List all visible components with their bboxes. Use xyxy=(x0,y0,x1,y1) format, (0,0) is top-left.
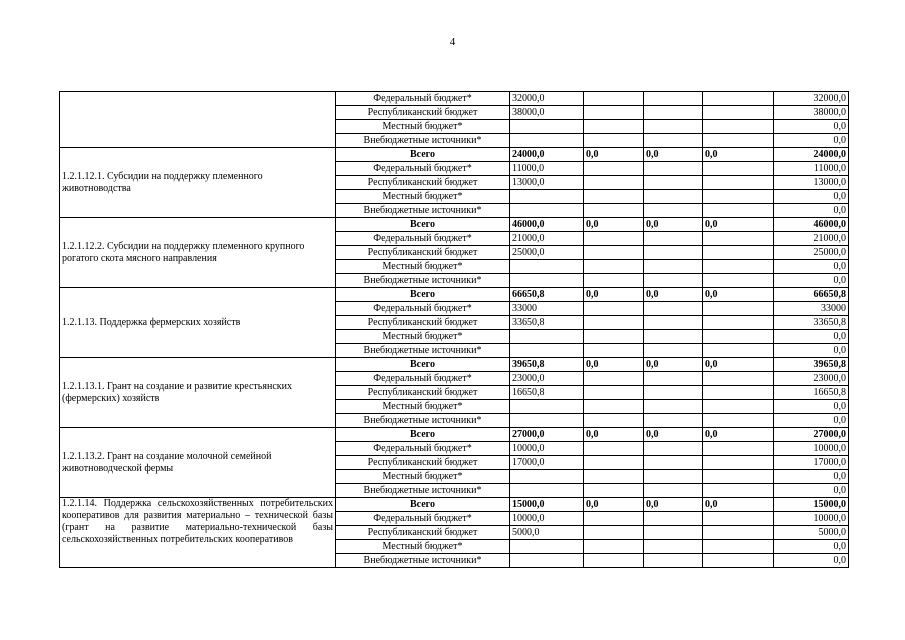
value-cell xyxy=(703,344,774,358)
source-cell: Всего xyxy=(336,148,510,162)
value-cell xyxy=(644,470,703,484)
total-value-cell: 13000,0 xyxy=(774,176,849,190)
total-value-cell: 0,0 xyxy=(774,274,849,288)
value-cell xyxy=(584,204,644,218)
total-value-cell: 33000 xyxy=(774,302,849,316)
value-cell xyxy=(703,512,774,526)
value-cell xyxy=(703,92,774,106)
source-cell: Республиканский бюджет xyxy=(336,316,510,330)
value-cell xyxy=(584,92,644,106)
value-cell xyxy=(703,526,774,540)
value-cell xyxy=(644,400,703,414)
source-cell: Внебюджетные источники* xyxy=(336,204,510,218)
value-cell: 11000,0 xyxy=(510,162,584,176)
total-value-cell: 0,0 xyxy=(774,190,849,204)
item-name-cell: 1.2.1.13. Поддержка фермерских хозяйств xyxy=(60,288,336,358)
source-cell: Федеральный бюджет* xyxy=(336,512,510,526)
value-cell xyxy=(584,456,644,470)
value-cell xyxy=(703,302,774,316)
total-value-cell: 15000,0 xyxy=(774,498,849,512)
value-cell: 10000,0 xyxy=(510,442,584,456)
value-cell xyxy=(703,470,774,484)
source-cell: Федеральный бюджет* xyxy=(336,162,510,176)
value-cell xyxy=(703,274,774,288)
value-cell xyxy=(644,456,703,470)
value-cell: 24000,0 xyxy=(510,148,584,162)
item-name-cell: 1.2.1.14. Поддержка сельскохозяйственных потребительских кооперативов для развития материально – технической базы (грант на развитие материально-технической базы сельскохозяйственных потребительских кооперативов xyxy=(60,498,336,568)
total-value-cell: 0,0 xyxy=(774,134,849,148)
value-cell xyxy=(644,274,703,288)
value-cell xyxy=(644,330,703,344)
source-cell: Внебюджетные источники* xyxy=(336,274,510,288)
source-cell: Федеральный бюджет* xyxy=(336,372,510,386)
total-value-cell: 0,0 xyxy=(774,414,849,428)
value-cell: 10000,0 xyxy=(510,512,584,526)
total-row xyxy=(60,288,849,302)
value-cell xyxy=(584,512,644,526)
source-cell: Республиканский бюджет xyxy=(336,456,510,470)
value-cell: 0,0 xyxy=(703,288,774,302)
total-value-cell: 39650,8 xyxy=(774,358,849,372)
value-cell xyxy=(644,134,703,148)
value-cell: 0,0 xyxy=(703,358,774,372)
value-cell: 17000,0 xyxy=(510,456,584,470)
source-cell: Местный бюджет* xyxy=(336,400,510,414)
total-value-cell: 0,0 xyxy=(774,260,849,274)
value-cell: 0,0 xyxy=(644,498,703,512)
value-cell xyxy=(584,400,644,414)
total-value-cell: 11000,0 xyxy=(774,162,849,176)
budget-table-body xyxy=(60,92,849,568)
value-cell: 0,0 xyxy=(703,218,774,232)
total-value-cell: 10000,0 xyxy=(774,512,849,526)
source-cell: Федеральный бюджет* xyxy=(336,232,510,246)
source-cell: Внебюджетные источники* xyxy=(336,414,510,428)
value-cell xyxy=(584,372,644,386)
source-cell: Федеральный бюджет* xyxy=(336,442,510,456)
total-value-cell: 16650,8 xyxy=(774,386,849,400)
total-value-cell: 21000,0 xyxy=(774,232,849,246)
value-cell xyxy=(644,512,703,526)
source-cell: Всего xyxy=(336,498,510,512)
value-cell xyxy=(584,470,644,484)
total-value-cell: 24000,0 xyxy=(774,148,849,162)
total-value-cell: 0,0 xyxy=(774,540,849,554)
value-cell: 0,0 xyxy=(584,428,644,442)
value-cell xyxy=(644,176,703,190)
value-cell xyxy=(703,442,774,456)
source-cell: Всего xyxy=(336,358,510,372)
value-cell: 0,0 xyxy=(584,288,644,302)
value-cell xyxy=(510,274,584,288)
item-name-cell: 1.2.1.13.2. Грант на создание молочной семейной животноводческой фермы xyxy=(60,428,336,498)
total-value-cell: 0,0 xyxy=(774,204,849,218)
value-cell xyxy=(584,330,644,344)
value-cell xyxy=(644,344,703,358)
value-cell xyxy=(584,274,644,288)
value-cell xyxy=(510,400,584,414)
value-cell xyxy=(510,134,584,148)
value-cell xyxy=(644,554,703,568)
value-cell: 25000,0 xyxy=(510,246,584,260)
value-cell: 13000,0 xyxy=(510,176,584,190)
total-value-cell: 0,0 xyxy=(774,120,849,134)
total-value-cell: 46000,0 xyxy=(774,218,849,232)
value-cell xyxy=(644,204,703,218)
value-cell: 32000,0 xyxy=(510,92,584,106)
value-cell xyxy=(510,120,584,134)
value-cell: 0,0 xyxy=(584,498,644,512)
value-cell xyxy=(584,554,644,568)
total-row xyxy=(60,358,849,372)
value-cell xyxy=(510,540,584,554)
value-cell: 39650,8 xyxy=(510,358,584,372)
value-cell xyxy=(584,526,644,540)
value-cell: 27000,0 xyxy=(510,428,584,442)
value-cell: 46000,0 xyxy=(510,218,584,232)
value-cell xyxy=(584,232,644,246)
value-cell: 16650,8 xyxy=(510,386,584,400)
total-value-cell: 0,0 xyxy=(774,554,849,568)
value-cell xyxy=(584,442,644,456)
value-cell: 33000 xyxy=(510,302,584,316)
total-value-cell: 23000,0 xyxy=(774,372,849,386)
source-cell: Федеральный бюджет* xyxy=(336,302,510,316)
source-cell: Республиканский бюджет xyxy=(336,386,510,400)
value-cell xyxy=(703,316,774,330)
value-cell xyxy=(703,414,774,428)
item-name-cell: 1.2.1.13.1. Грант на создание и развитие крестьянских (фермерских) хозяйств xyxy=(60,358,336,428)
value-cell xyxy=(644,526,703,540)
value-cell xyxy=(584,316,644,330)
value-cell: 0,0 xyxy=(644,218,703,232)
value-cell xyxy=(644,190,703,204)
page-number: 4 xyxy=(449,36,456,48)
source-cell: Федеральный бюджет* xyxy=(336,92,510,106)
value-cell: 38000,0 xyxy=(510,106,584,120)
value-cell xyxy=(644,442,703,456)
value-cell xyxy=(703,176,774,190)
total-value-cell: 25000,0 xyxy=(774,246,849,260)
value-cell xyxy=(584,260,644,274)
value-cell xyxy=(644,484,703,498)
value-cell xyxy=(510,204,584,218)
source-cell: Внебюджетные источники* xyxy=(336,484,510,498)
value-cell xyxy=(644,106,703,120)
total-value-cell: 10000,0 xyxy=(774,442,849,456)
value-cell: 23000,0 xyxy=(510,372,584,386)
total-value-cell: 5000,0 xyxy=(774,526,849,540)
value-cell: 0,0 xyxy=(644,428,703,442)
budget-table xyxy=(59,91,849,568)
value-cell xyxy=(703,190,774,204)
total-value-cell: 33650,8 xyxy=(774,316,849,330)
source-cell: Местный бюджет* xyxy=(336,540,510,554)
item-name-cell xyxy=(60,92,336,148)
value-cell xyxy=(703,246,774,260)
value-cell xyxy=(703,554,774,568)
value-cell xyxy=(703,456,774,470)
value-cell xyxy=(703,400,774,414)
item-name-cell: 1.2.1.12.1. Субсидии на поддержку племенного животноводства xyxy=(60,148,336,218)
value-cell xyxy=(644,302,703,316)
value-cell xyxy=(510,330,584,344)
total-row xyxy=(60,498,849,512)
value-cell xyxy=(703,330,774,344)
value-cell xyxy=(703,120,774,134)
value-cell xyxy=(584,302,644,316)
value-cell xyxy=(584,484,644,498)
value-cell xyxy=(644,386,703,400)
total-value-cell: 0,0 xyxy=(774,330,849,344)
value-cell xyxy=(584,414,644,428)
value-cell xyxy=(584,246,644,260)
source-cell: Местный бюджет* xyxy=(336,190,510,204)
total-row xyxy=(60,428,849,442)
source-cell: Местный бюджет* xyxy=(336,330,510,344)
source-cell: Местный бюджет* xyxy=(336,120,510,134)
value-cell xyxy=(584,134,644,148)
total-value-cell: 0,0 xyxy=(774,400,849,414)
value-cell xyxy=(644,92,703,106)
value-cell xyxy=(510,414,584,428)
value-cell xyxy=(703,484,774,498)
value-cell: 33650,8 xyxy=(510,316,584,330)
source-cell: Всего xyxy=(336,288,510,302)
value-cell: 0,0 xyxy=(644,358,703,372)
value-cell xyxy=(703,232,774,246)
value-cell xyxy=(703,372,774,386)
value-cell xyxy=(644,120,703,134)
value-cell: 0,0 xyxy=(703,498,774,512)
value-cell xyxy=(644,316,703,330)
total-value-cell: 27000,0 xyxy=(774,428,849,442)
value-cell xyxy=(644,372,703,386)
value-cell: 21000,0 xyxy=(510,232,584,246)
value-cell xyxy=(584,540,644,554)
value-cell xyxy=(644,414,703,428)
source-cell: Республиканский бюджет xyxy=(336,106,510,120)
value-cell: 5000,0 xyxy=(510,526,584,540)
source-cell: Внебюджетные источники* xyxy=(336,134,510,148)
value-cell xyxy=(703,134,774,148)
value-cell xyxy=(703,204,774,218)
table-row xyxy=(60,92,849,106)
value-cell: 0,0 xyxy=(644,148,703,162)
source-cell: Республиканский бюджет xyxy=(336,246,510,260)
item-name-cell: 1.2.1.12.2. Субсидии на поддержку племенного крупного рогатого скота мясного направления xyxy=(60,218,336,288)
value-cell xyxy=(584,386,644,400)
value-cell xyxy=(510,344,584,358)
source-cell: Всего xyxy=(336,218,510,232)
source-cell: Внебюджетные источники* xyxy=(336,344,510,358)
value-cell xyxy=(703,106,774,120)
source-cell: Республиканский бюджет xyxy=(336,176,510,190)
source-cell: Всего xyxy=(336,428,510,442)
total-row xyxy=(60,148,849,162)
total-value-cell: 17000,0 xyxy=(774,456,849,470)
value-cell xyxy=(644,260,703,274)
value-cell xyxy=(510,470,584,484)
total-value-cell: 0,0 xyxy=(774,484,849,498)
value-cell: 0,0 xyxy=(703,148,774,162)
value-cell: 0,0 xyxy=(584,148,644,162)
value-cell: 0,0 xyxy=(644,288,703,302)
source-cell: Республиканский бюджет xyxy=(336,526,510,540)
value-cell: 66650,8 xyxy=(510,288,584,302)
value-cell xyxy=(584,176,644,190)
value-cell xyxy=(510,190,584,204)
total-row xyxy=(60,218,849,232)
value-cell xyxy=(584,344,644,358)
value-cell xyxy=(703,260,774,274)
value-cell: 0,0 xyxy=(584,358,644,372)
value-cell xyxy=(644,246,703,260)
value-cell xyxy=(703,386,774,400)
value-cell xyxy=(510,554,584,568)
total-value-cell: 66650,8 xyxy=(774,288,849,302)
value-cell xyxy=(644,232,703,246)
value-cell xyxy=(644,540,703,554)
value-cell xyxy=(584,106,644,120)
total-value-cell: 0,0 xyxy=(774,344,849,358)
total-value-cell: 38000,0 xyxy=(774,106,849,120)
value-cell xyxy=(703,540,774,554)
value-cell xyxy=(510,260,584,274)
value-cell: 0,0 xyxy=(703,428,774,442)
value-cell xyxy=(510,484,584,498)
total-value-cell: 0,0 xyxy=(774,470,849,484)
source-cell: Местный бюджет* xyxy=(336,470,510,484)
value-cell xyxy=(703,162,774,176)
value-cell xyxy=(584,190,644,204)
source-cell: Местный бюджет* xyxy=(336,260,510,274)
value-cell xyxy=(644,162,703,176)
value-cell: 15000,0 xyxy=(510,498,584,512)
value-cell: 0,0 xyxy=(584,218,644,232)
total-value-cell: 32000,0 xyxy=(774,92,849,106)
value-cell xyxy=(584,120,644,134)
value-cell xyxy=(584,162,644,176)
source-cell: Внебюджетные источники* xyxy=(336,554,510,568)
